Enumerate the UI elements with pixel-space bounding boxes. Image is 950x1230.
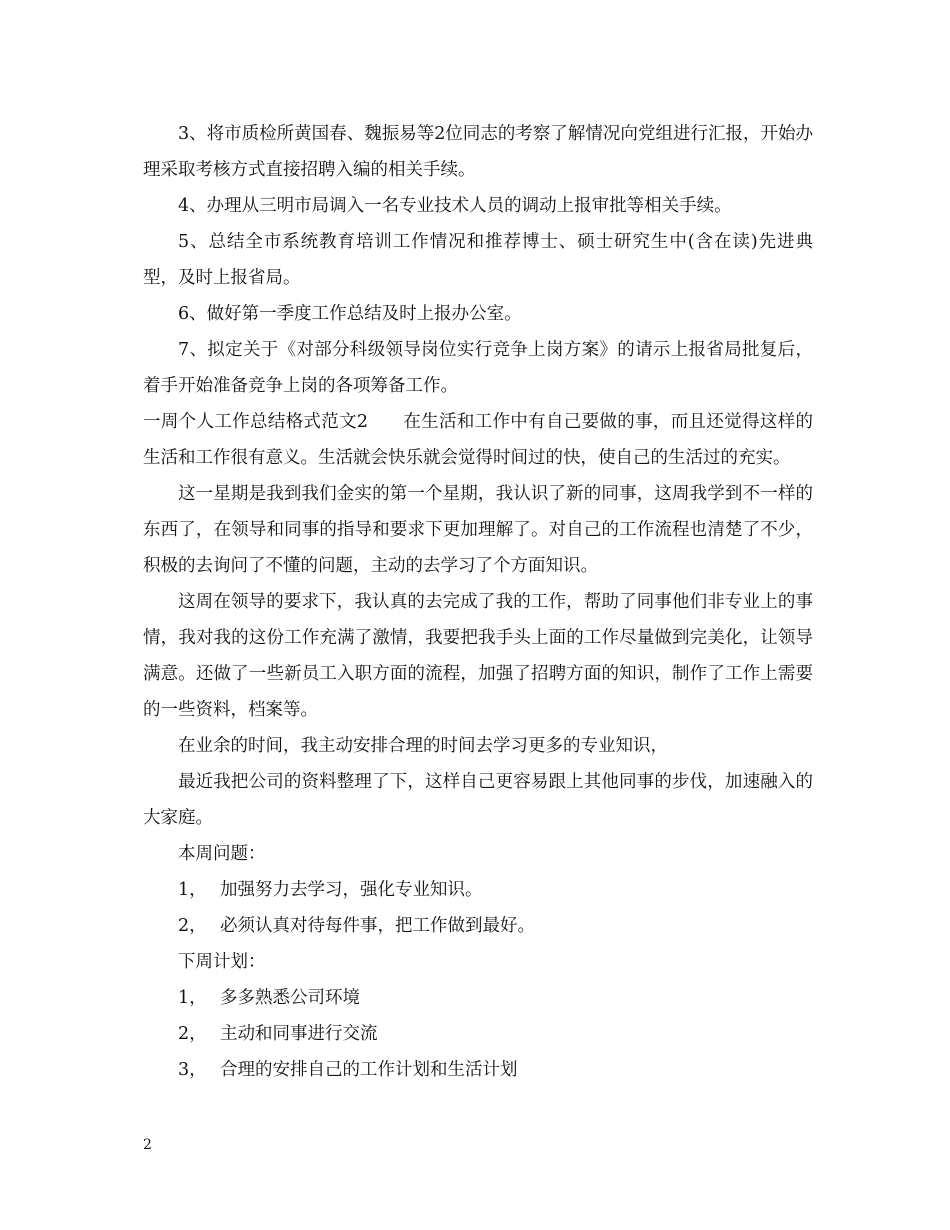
plan-number: 1， — [178, 988, 207, 1008]
problems-heading: 本周问题： — [178, 844, 266, 864]
section-title: 一周个人工作总结格式范文2 — [143, 412, 369, 432]
problem-text: 必须认真对待每件事，把工作做到最好。 — [220, 916, 535, 936]
paragraph-item-3: 3、将市质检所黄国春、魏振易等2位同志的考察了解情况向党组进行汇报，开始办理采取考核方式直接招聘入编的相关手续。 — [143, 124, 813, 180]
body-paragraph-3: 在业余的时间，我主动安排合理的时间去学习更多的专业知识， — [178, 736, 668, 756]
problem-item — [143, 908, 813, 944]
section-intro-paragraph — [143, 404, 813, 476]
problem-text: 加强努力去学习，强化专业知识。 — [220, 880, 483, 900]
body-paragraph-1: 这一星期是我到我们金实的第一个星期，我认识了新的同事，这周我学到不一样的东西了，在领导和同事的指导和要求下更加理解了。对自己的工作流程也清楚了不少，积极的去询问了不懂的问题，主动的去学习了个方面知识。 — [143, 484, 813, 576]
plan-item — [143, 1052, 813, 1088]
paragraph-item-7: 7、拟定关于《对部分科级领导岗位实行竞争上岗方案》的请示上报省局批复后，着手开始准备竞争上岗的各项筹备工作。 — [143, 340, 813, 396]
body-paragraph-4: 最近我把公司的资料整理了下，这样自己更容易跟上其他同事的步伐，加速融入的大家庭。 — [143, 772, 813, 828]
plan-number: 2， — [178, 1024, 207, 1044]
problem-number: 1， — [178, 880, 207, 900]
document-body — [143, 116, 813, 1088]
plan-heading: 下周计划： — [178, 952, 266, 972]
paragraph-item-5: 5、总结全市系统教育培训工作情况和推荐博士、硕士研究生中(含在读)先进典型，及时上报省局。 — [143, 232, 813, 288]
paragraph-item-4: 4、办理从三明市局调入一名专业技术人员的调动上报审批等相关手续。 — [178, 196, 732, 216]
plan-text: 多多熟悉公司环境 — [220, 988, 360, 1008]
plan-text: 主动和同事进行交流 — [220, 1024, 378, 1044]
problem-item — [143, 872, 813, 908]
plan-item — [143, 1016, 813, 1052]
body-paragraph-2: 这周在领导的要求下，我认真的去完成了我的工作，帮助了同事他们非专业上的事情，我对我的这份工作充满了激情，我要把我手头上面的工作尽量做到完美化，让领导满意。还做了一些新员工入职方面的流程，加强了招聘方面的知识，制作了工作上需要的一些资料，档案等。 — [143, 592, 813, 720]
plan-number: 3， — [178, 1060, 207, 1080]
plan-text: 合理的安排自己的工作计划和生活计划 — [220, 1060, 518, 1080]
section-intro-text: 在生活和工作中有自己要做的事，而且还觉得这样的生活和工作很有意义。生活就会快乐就会觉得时间过的快，使自己的生活过的充实。 — [143, 412, 813, 468]
paragraph-item-6: 6、做好第一季度工作总结及时上报办公室。 — [178, 304, 522, 324]
problem-number: 2， — [178, 916, 207, 936]
page-number: 2 — [143, 1137, 152, 1153]
plan-item — [143, 980, 813, 1016]
